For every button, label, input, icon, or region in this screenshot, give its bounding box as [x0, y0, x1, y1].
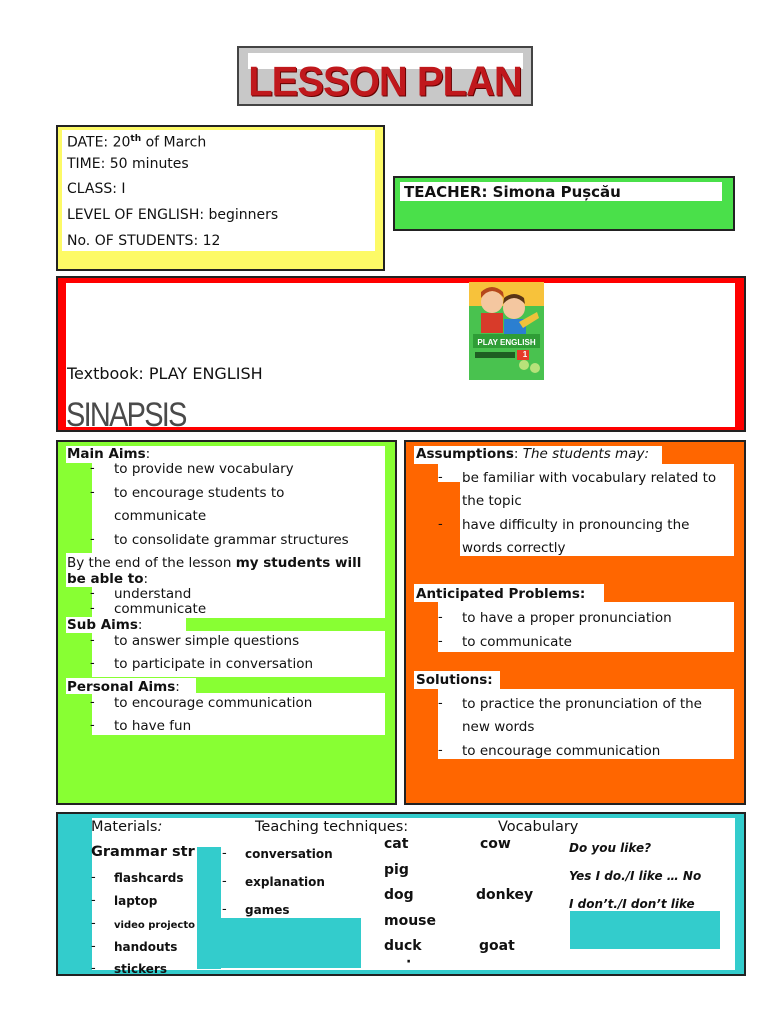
sub-aims-label: Sub Aims: [67, 617, 138, 633]
main-aims-colon: :: [145, 446, 151, 462]
publisher-logo: SINAPSIS: [66, 396, 186, 434]
materials-label: Materials: [91, 819, 158, 835]
bullet-dash: -: [91, 870, 96, 885]
time-line: TIME: 50 minutes: [67, 156, 189, 172]
level-line: LEVEL OF ENGLISH: beginners: [67, 207, 279, 223]
bullet-dash: -: [438, 470, 443, 485]
bullet-dash: -: [90, 601, 95, 616]
material-flashcards: flashcards: [114, 871, 184, 885]
bullet-dash: -: [222, 874, 227, 889]
bullet-dash: -: [438, 610, 443, 625]
date-line: [67, 131, 206, 152]
page-title: LESSON PLAN: [248, 58, 522, 106]
main-aim-1: to provide new vocabulary: [114, 461, 294, 477]
materials-colon: :: [157, 819, 163, 835]
class-line: CLASS: I: [67, 181, 126, 197]
sub-aim-1: to answer simple questions: [114, 633, 300, 649]
assumptions-intro: The students may:: [522, 446, 650, 462]
sub-aims-heading: [67, 617, 142, 634]
cover-title: PLAY ENGLISH: [477, 338, 536, 347]
end-line2-bold: be able to: [67, 571, 144, 587]
problem-2: to communicate: [462, 634, 572, 650]
main-aim-3: to consolidate grammar structures: [114, 532, 349, 548]
problems-heading: Anticipated Problems:: [416, 586, 586, 602]
vocabulary-heading: Vocabulary: [498, 819, 579, 835]
problem-1: to have a proper pronunciation: [462, 610, 672, 626]
assumptions-label: Assumptions: [416, 446, 514, 462]
grammar-line-2: Yes I do./I like … No: [569, 869, 702, 883]
end-colon: :: [143, 571, 149, 587]
material-video-projector: video projecto: [114, 920, 195, 931]
textbook-cover-image: [469, 282, 544, 380]
material-stickers: stickers: [114, 962, 167, 976]
vocab-duck: duck: [384, 938, 422, 954]
solutions-heading: Solutions:: [416, 672, 493, 688]
bullet-dash: -: [90, 656, 95, 671]
textbook-label: Textbook: PLAY ENGLISH: [67, 364, 263, 383]
bullet-dash: -: [91, 916, 96, 931]
personal-aim-2: to have fun: [114, 718, 192, 734]
solution-1: to practice the pronunciation of the: [462, 696, 702, 712]
solution-1-cont: new words: [462, 719, 535, 735]
technique-explanation: explanation: [245, 875, 325, 889]
bullet-dash: -: [90, 633, 95, 648]
grammar-line-3: I don’t./I don’t like: [569, 897, 695, 911]
end-prefix: By the end of the lesson: [67, 555, 236, 571]
main-aim-2: to encourage students to: [114, 485, 285, 501]
personal-aims-colon: :: [175, 679, 180, 695]
personal-aim-1: to encourage communication: [114, 695, 313, 711]
teal-block-right: [570, 911, 720, 949]
grammar-heading: Grammar str: [91, 844, 195, 860]
students-line: No. OF STUDENTS: 12: [67, 233, 221, 249]
assumption-1-cont: the topic: [462, 493, 522, 509]
assumption-1: be familiar with vocabulary related to: [462, 470, 717, 486]
sub-aim-2: to participate in conversation: [114, 656, 314, 672]
bullet-dash: -: [91, 961, 96, 976]
technique-games: games: [245, 903, 290, 917]
vocab-pig: pig: [384, 862, 409, 878]
grammar-line-1: Do you like?: [569, 841, 652, 855]
vocab-dog: dog: [384, 887, 414, 903]
sub-aims-colon: :: [137, 617, 143, 633]
textbook-cover-art: [469, 282, 544, 380]
assumption-2-cont: words correctly: [462, 540, 566, 556]
vocab-cutoff-fragment: ·: [406, 954, 412, 970]
bullet-dash: -: [91, 893, 96, 908]
solution-2: to encourage communication: [462, 743, 661, 759]
vocab-mouse: mouse: [384, 913, 437, 929]
bullet-dash: -: [90, 695, 95, 710]
end-of-lesson-line1: [67, 555, 361, 572]
end-bold: my students will: [235, 555, 362, 571]
material-handouts: handouts: [114, 940, 178, 954]
end-item-1: understand: [114, 586, 192, 602]
vocab-cow: cow: [480, 836, 511, 852]
bullet-dash: -: [90, 586, 95, 601]
vocab-goat: goat: [479, 938, 515, 954]
personal-aims-label: Personal Aims: [67, 679, 176, 695]
main-aims-label: Main Aims: [67, 446, 146, 462]
bullet-dash: -: [438, 517, 443, 532]
techniques-heading: Teaching techniques:: [255, 819, 409, 835]
date-rest: of March: [141, 134, 207, 151]
bullet-dash: -: [90, 532, 95, 547]
date-sup: th: [130, 134, 142, 144]
personal-aims-heading: [67, 679, 180, 696]
vocab-donkey: donkey: [476, 887, 534, 903]
main-aim-2-cont: communicate: [114, 508, 207, 524]
vocab-cat: cat: [384, 836, 409, 852]
bullet-dash: -: [222, 902, 227, 917]
bullet-dash: -: [90, 485, 95, 500]
cover-number: 1: [522, 350, 528, 359]
material-laptop: laptop: [114, 894, 158, 908]
end-item-2: communicate: [114, 601, 207, 617]
bullet-dash: -: [438, 743, 443, 758]
teal-block-horizontal: [197, 918, 361, 968]
bullet-dash: -: [90, 718, 95, 733]
bullet-dash: -: [222, 846, 227, 861]
bullet-dash: -: [91, 939, 96, 954]
bullet-dash: -: [438, 696, 443, 711]
assumption-2: have difficulty in pronouncing the: [462, 517, 690, 533]
teacher-name: TEACHER: Simona Pușcău: [404, 183, 621, 201]
bullet-dash: -: [90, 461, 95, 476]
materials-heading: [91, 819, 162, 836]
assumptions-heading: [416, 446, 649, 463]
date-label: DATE: 20: [67, 134, 131, 151]
bullet-dash: -: [438, 634, 443, 649]
technique-conversation: conversation: [245, 847, 333, 861]
assumptions-suffix: :: [513, 446, 523, 462]
